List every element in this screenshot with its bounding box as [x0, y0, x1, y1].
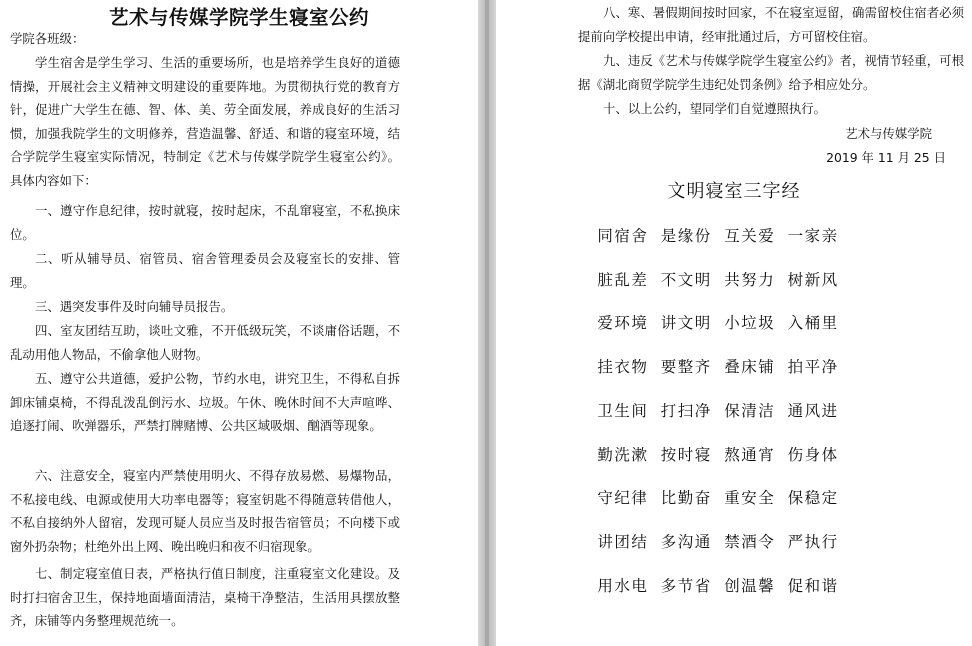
- poem-line: 脏乱差 不文明 共努力 树新风: [597, 271, 839, 289]
- rule-4: 四、室友团结互助，谈吐文雅，不开低级玩笑，不谈庸俗话题，不乱动用他人物品，不偷拿他人财物。: [10, 323, 400, 362]
- rule-6: 六、注意安全，寝室内严禁使用明火、不得存放易燃、易爆物品，不私接电线、电源或使用大功率电器等；寝室钥匙不得随意转借他人，不私自接纳外人留宿，发现可疑人员应当及时报告宿管员；不向楼下或窗外扔杂物；杜绝外出上网、晚出晚归和夜不归宿现象。: [10, 468, 400, 554]
- page-separator: [478, 0, 496, 646]
- signature-institution: 艺术与传媒学院: [845, 126, 932, 141]
- rule-9: 九、违反《艺术与传媒学院学生寝室公约》者，视情节轻重，可根据《湖北商贸学院学生违纪处罚条例》给予相应处分。: [578, 53, 964, 92]
- right-page: [496, 0, 972, 646]
- rule-2: 二、听从辅导员、宿管员、宿舍管理委员会及寝室长的安排、管理。: [10, 251, 400, 290]
- rule-1: 一、遵守作息纪律，按时就寝，按时起床，不乱窜寝室，不私换床位。: [10, 203, 400, 242]
- document-title: 艺术与传媒学院学生寝室公约: [108, 6, 369, 29]
- left-page: [0, 0, 478, 646]
- signature-date: 2019 年 11 月 25 日: [826, 150, 946, 165]
- poem-line: 用水电 多节省 创温馨 促和谐: [597, 577, 839, 595]
- intro-paragraph: 学生宿舍是学生学习、生活的重要场所，也是培养学生良好的道德情操，开展社会主义精神文明建设的重要阵地。为贯彻执行党的教育方针，促进广大学生在德、智、体、美、劳全面发展，养成良好的生活习惯，加强我院学生的文明修养，营造温馨、舒适、和谐的寝室环境，结合学院学生寝室实际情况，特制定《艺术与传媒学院学生寝室公约》。具体内容如下：: [10, 55, 400, 188]
- poem-line: 同宿舍 是缘份 互关爱 一家亲: [597, 227, 839, 245]
- poem-title: 文明寝室三字经: [667, 181, 801, 202]
- poem-line: 勤洗漱 按时寝 熬通宵 伤身体: [597, 446, 839, 464]
- poem-line: 守纪律 比勤奋 重安全 保稳定: [597, 489, 839, 507]
- poem-line: 卫生间 打扫净 保清洁 通风进: [597, 402, 839, 420]
- rule-8: 八、寒、暑假期间按时回家，不在寝室逗留，确需留校住宿者必须提前向学校提出申请，经审批通过后，方可留校住宿。: [578, 5, 964, 44]
- rule-3: 三、遇突发事件及时向辅导员报告。: [35, 299, 234, 314]
- poem-line: 爱环境 讲文明 小垃圾 入桶里: [597, 314, 839, 332]
- rule-10: 十、以上公约，望同学们自觉遵照执行。: [603, 101, 827, 116]
- poem-line: 挂衣物 要整齐 叠床铺 拍平净: [597, 358, 839, 376]
- rule-5: 五、遵守公共道德，爱护公物，节约水电，讲究卫生，不得私自拆卸床铺桌椅，不得乱泼乱倒污水、垃圾。午休、晚休时间不大声喧哗、追逐打闹、吹弹器乐，严禁打牌赌博、公共区域吸烟、酗酒等现象。: [10, 371, 400, 434]
- rule-7: 七、制定寝室值日表，严格执行值日制度，注重寝室文化建设。及时打扫宿舍卫生，保持地面墙面清洁，桌椅干净整洁，生活用具摆放整齐，床铺等内务整理规范统一。: [10, 566, 400, 629]
- salutation: 学院各班级：: [10, 31, 85, 46]
- poem-line: 讲团结 多沟通 禁酒令 严执行: [597, 533, 839, 551]
